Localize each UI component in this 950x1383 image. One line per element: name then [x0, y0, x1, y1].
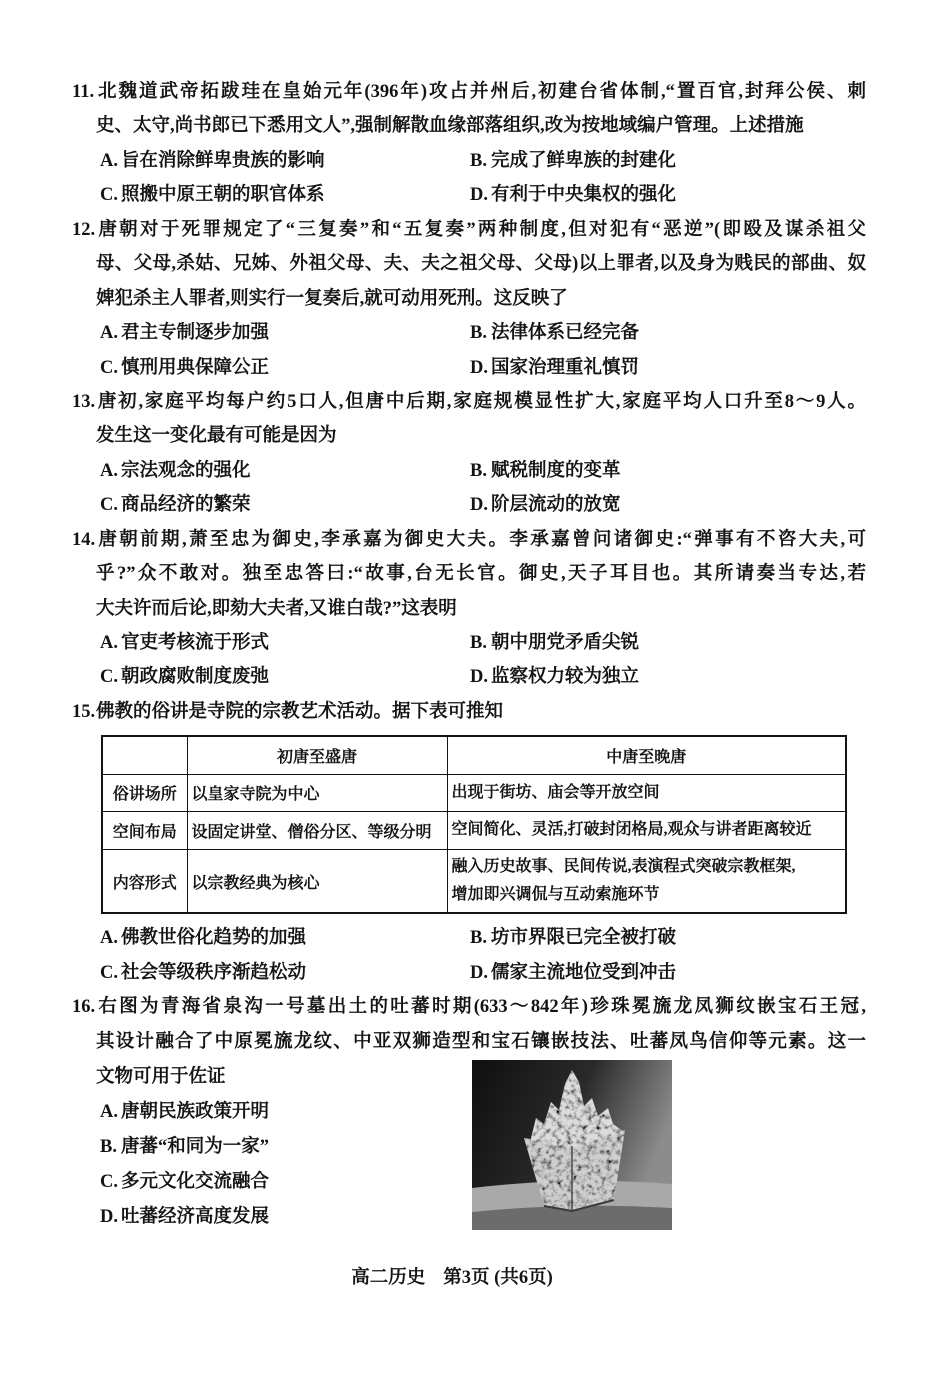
- question-stem-text: 唐朝对于死罪规定了“三复奏”和“五复奏”两种制度,但对犯有“恶逆”(即殴及谋杀祖父: [96, 219, 866, 240]
- option-label: C.: [100, 357, 118, 378]
- page-footer: [0, 1261, 904, 1295]
- option-text: 旨在消除鲜卑贵族的影响: [121, 150, 325, 171]
- option-text: 朝政腐败制度废弛: [121, 667, 270, 688]
- question-number: 16.: [72, 997, 96, 1018]
- option-label: C.: [100, 962, 118, 983]
- option-text: 朝中朋党矛盾尖锐: [491, 633, 640, 653]
- option-row: [0, 660, 950, 694]
- crown-photo-image: [472, 1060, 672, 1230]
- option-label: A.: [100, 928, 118, 949]
- option-b: [470, 144, 676, 178]
- option-label: D.: [470, 495, 488, 516]
- option-text: 完成了鲜卑族的封建化: [491, 150, 677, 171]
- question-stem-line: 史、太守,尚书郎已下悉用文人”,强制解散血缘部落组织,改为按地域编户管理。上述措施: [96, 116, 804, 137]
- option-c: [100, 1165, 269, 1200]
- table-row: [102, 811, 846, 849]
- option-text: 赋税制度的变革: [491, 460, 621, 481]
- option-text: 慎刑用典保障公正: [121, 357, 270, 378]
- option-a: [100, 144, 325, 178]
- option-c: [100, 956, 306, 990]
- question-stem-line: [72, 523, 866, 557]
- option-text: 儒家主流地位受到冲击: [491, 962, 677, 983]
- option-c: [100, 660, 269, 694]
- option-text: 照搬中原王朝的职官体系: [121, 185, 325, 206]
- table-cell-early: 设固定讲堂、僧俗分区、等级分明: [187, 811, 447, 849]
- option-a: [100, 316, 269, 350]
- footer-page-number: 第3页 (共6页): [443, 1268, 553, 1288]
- question-stem-line: 乎?”众不敢对。独至忠答曰:“故事,台无长官。御史,天子耳目也。其所请奏当专达,若: [96, 564, 866, 585]
- table-cell-line: 增加即兴调侃与互动索施环节: [451, 886, 660, 904]
- question-13: [0, 385, 950, 523]
- question-stem-line: 文物可用于佐证: [96, 1067, 226, 1088]
- table-cell-early: 以皇家寺院为中心: [187, 774, 447, 811]
- option-label: D.: [470, 667, 488, 688]
- option-label: D.: [100, 1207, 118, 1228]
- option-label: A.: [100, 633, 118, 653]
- question-stem-line: 其设计融合了中原冕旒龙纹、中亚双狮造型和宝石镶嵌技法、吐蕃凤鸟信仰等元素。这一: [96, 1032, 866, 1053]
- option-label: D.: [470, 962, 488, 983]
- option-d: [470, 488, 621, 522]
- option-row: [0, 626, 950, 660]
- option-label: A.: [100, 150, 118, 171]
- table-cell-late: [447, 774, 846, 811]
- option-b: [470, 626, 639, 660]
- option-a: [100, 454, 251, 488]
- table-row-label: 空间布局: [102, 811, 187, 849]
- option-b: [470, 454, 621, 488]
- option-text: 唐朝民族政策开明: [121, 1102, 270, 1123]
- option-text: 官吏考核流于形式: [121, 633, 270, 653]
- option-c: [100, 178, 325, 212]
- option-d: [470, 178, 676, 212]
- question-stem-line: [72, 990, 866, 1025]
- option-row: [0, 178, 950, 212]
- table-corner-cell: [102, 736, 187, 774]
- option-label: D.: [470, 185, 488, 206]
- option-text: 监察权力较为独立: [491, 667, 640, 688]
- question-stem-line: [72, 213, 866, 247]
- question-stem-text: 唐朝前期,萧至忠为御史,李承嘉为御史大夫。李承嘉曾问诸御史:“弹事有不咨大夫,可: [96, 529, 866, 550]
- option-row: [0, 351, 950, 385]
- option-text: 君主专制逐步加强: [121, 323, 270, 344]
- option-d: [470, 956, 676, 990]
- question-stem-text: 佛教的俗讲是寺院的宗教艺术活动。据下表可推知: [96, 701, 504, 722]
- option-label: B.: [470, 150, 487, 171]
- option-label: C.: [100, 667, 118, 688]
- question-stem-line: [72, 695, 866, 729]
- option-b: [470, 921, 676, 955]
- option-text: 宗法观念的强化: [121, 460, 251, 481]
- question-stem-line: 婢犯杀主人罪者,则实行一复奏后,就可动用死刑。这反映了: [96, 288, 568, 309]
- table-row-label: 内容形式: [102, 849, 187, 913]
- option-label: B.: [470, 460, 487, 481]
- option-label: A.: [100, 460, 118, 481]
- question-stem-line: [72, 385, 866, 419]
- option-label: B.: [470, 323, 487, 344]
- option-label: C.: [100, 495, 118, 516]
- crown-photo: [472, 1060, 672, 1230]
- option-text: 阶层流动的放宽: [491, 495, 621, 516]
- option-c: [100, 351, 269, 385]
- option-text: 坊市界限已完全被打破: [491, 928, 677, 949]
- table-header-row: [102, 736, 846, 774]
- question-stem-text: 唐初,家庭平均每户约5口人,但唐中后期,家庭规模显性扩大,家庭平均人口升至8～9人。: [96, 391, 866, 412]
- question-number: 11.: [72, 82, 95, 102]
- table-cell-late: [447, 811, 846, 849]
- table-cell-line: 空间简化、灵活,打破封闭格局,观众与讲者距离较近: [451, 821, 812, 839]
- question-15: [0, 695, 950, 990]
- option-d: [100, 1200, 269, 1235]
- option-c: [100, 488, 251, 522]
- option-text: 吐蕃经济高度发展: [121, 1207, 270, 1228]
- option-text: 社会等级秩序渐趋松动: [121, 962, 307, 983]
- table-cell-late: [447, 849, 846, 913]
- option-text: 唐蕃“和同为一家”: [121, 1137, 270, 1158]
- option-label: C.: [100, 185, 118, 206]
- table-header-late: 中唐至晚唐: [447, 736, 846, 774]
- question-stem-line: 大夫许而后论,即劾大夫者,又谁白哉?”这表明: [96, 598, 457, 619]
- option-text: 佛教世俗化趋势的加强: [121, 928, 307, 949]
- question-number: 15.: [72, 701, 96, 722]
- option-d: [470, 660, 639, 694]
- question-stem-line: 母、父母,杀姑、兄姊、外祖父母、夫、夫之祖父母、父母)以上罪者,以及身为贱民的部曲、奴: [96, 254, 866, 275]
- question-number: 13.: [72, 391, 96, 412]
- question-12: [0, 213, 950, 385]
- table-row-label: 俗讲场所: [102, 774, 187, 811]
- option-text: 有利于中央集权的强化: [491, 185, 677, 206]
- question-stem-line: [72, 75, 866, 109]
- option-row: [0, 488, 950, 522]
- option-text: 多元文化交流融合: [121, 1172, 270, 1193]
- option-label: A.: [100, 323, 118, 344]
- table-row: [102, 774, 846, 811]
- footer-subject: 高二历史: [351, 1268, 426, 1288]
- option-text: 国家治理重礼慎罚: [491, 357, 640, 378]
- option-a: [100, 921, 306, 955]
- table-cell-early: 以宗教经典为核心: [187, 849, 447, 913]
- option-row: [0, 316, 950, 350]
- question-stem-text: 北魏道武帝拓跋珪在皇始元年(396年)攻占并州后,初建台省体制,“置百官,封拜公侯、刺: [96, 82, 866, 102]
- option-row: [0, 454, 950, 488]
- option-label: B.: [470, 928, 487, 949]
- question-stem-line: 发生这一变化最有可能是因为: [96, 426, 337, 447]
- question-11: [0, 75, 950, 213]
- option-label: B.: [470, 633, 487, 653]
- question-number: 12.: [72, 219, 96, 240]
- option-label: A.: [100, 1102, 118, 1123]
- table-cell-line: 出现于街坊、庙会等开放空间: [451, 783, 660, 801]
- table-row: [102, 849, 846, 913]
- comparison-table: [101, 735, 847, 914]
- table-cell-line: 融入历史故事、民间传说,表演程式突破宗教框架,: [451, 858, 796, 876]
- option-d: [470, 351, 639, 385]
- option-text: 商品经济的繁荣: [121, 495, 251, 516]
- option-label: B.: [100, 1137, 117, 1158]
- option-row: [0, 956, 950, 990]
- question-number: 14.: [72, 529, 96, 550]
- option-label: C.: [100, 1172, 118, 1193]
- table-header-early: 初唐至盛唐: [187, 736, 447, 774]
- option-b: [470, 316, 639, 350]
- option-label: D.: [470, 357, 488, 378]
- option-a: [100, 626, 269, 660]
- question-stem-text: 右图为青海省泉沟一号墓出土的吐蕃时期(633～842年)珍珠冕旒龙凤狮纹嵌宝石王冠,: [96, 997, 866, 1018]
- option-text: 法律体系已经完备: [491, 323, 640, 344]
- option-row: [0, 144, 950, 178]
- question-14: [0, 523, 950, 695]
- option-b: [100, 1130, 269, 1165]
- option-a: [100, 1095, 269, 1130]
- option-row: [0, 921, 950, 955]
